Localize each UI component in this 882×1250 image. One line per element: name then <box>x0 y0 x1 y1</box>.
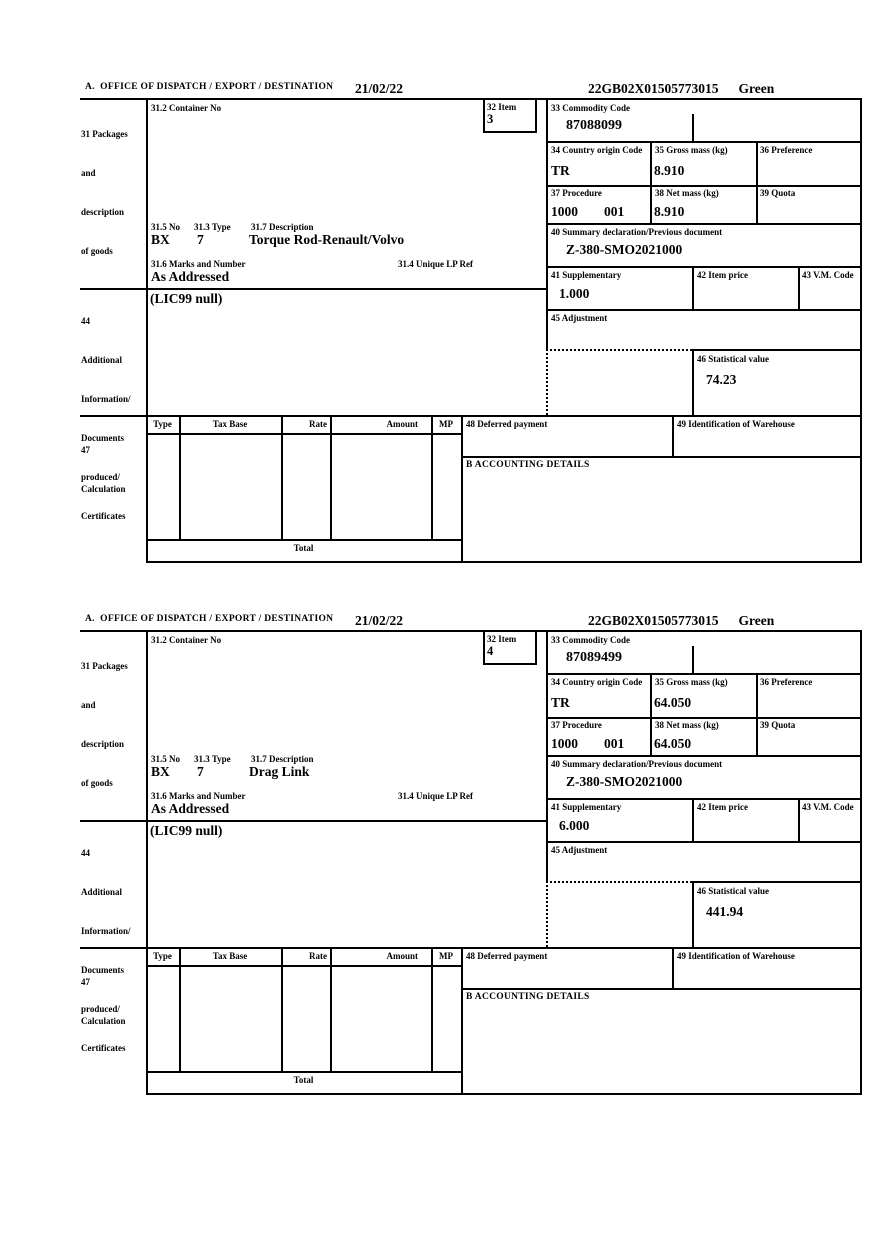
col-header-amount: Amount <box>386 419 418 429</box>
label-line: Additional <box>81 355 123 365</box>
label-column-border <box>146 630 148 1095</box>
preference-label: 36 Preference <box>760 145 813 155</box>
commodity-code-value: 87089499 <box>566 650 622 665</box>
declaration-date: 21/02/22 <box>355 81 404 96</box>
supplementary-label: 41 Supplementary <box>551 802 622 812</box>
package-no-label: 31.5 No <box>151 222 180 232</box>
warehouse-box-divider <box>672 947 674 988</box>
total-row-top-border <box>146 539 463 541</box>
label-line: 44 <box>81 316 90 326</box>
item-box-bottom-border <box>483 663 537 665</box>
calculation-label <box>81 418 126 522</box>
office-of-dispatch-label: A. OFFICE OF DISPATCH / EXPORT / DESTINATION <box>85 614 334 624</box>
label-line: of goods <box>81 778 113 788</box>
label-line: Documents <box>81 433 124 443</box>
supplementary-label: 41 Supplementary <box>551 270 622 280</box>
deferred-payment-label: 48 Deferred payment <box>466 951 548 961</box>
stat-box-top-border <box>692 349 862 351</box>
deferred-payment-label: 48 Deferred payment <box>466 419 548 429</box>
form-top-rule <box>80 630 862 632</box>
label-line: 47 <box>81 445 90 455</box>
item-box-right-border <box>535 630 537 665</box>
declaration-item-section <box>0 81 882 563</box>
commodity-code-divider <box>692 114 694 141</box>
net-mass-label: 38 Net mass (kg) <box>655 720 719 730</box>
label-line: Calculation <box>81 1016 126 1026</box>
country-origin-value: TR <box>551 163 570 178</box>
package-type-label: 31.3 Type <box>194 754 231 764</box>
column-divider <box>798 798 800 841</box>
marks-number-value: As Addressed <box>151 801 230 816</box>
package-no-value: BX <box>151 232 170 247</box>
warehouse-id-label: 49 Identification of Warehouse <box>677 951 795 961</box>
adjustment-label: 45 Adjustment <box>551 313 608 323</box>
dotted-top-border <box>546 349 692 351</box>
statistical-value-label: 46 Statistical value <box>697 886 769 896</box>
box44-top-rule <box>80 820 546 822</box>
row-divider <box>546 266 862 268</box>
stat-box-left-border <box>692 881 694 947</box>
packages-description-label <box>81 102 128 284</box>
label-line: Information/ <box>81 394 131 404</box>
summary-declaration-label: 40 Summary declaration/Previous document <box>551 759 723 769</box>
declaration-item-section <box>0 613 882 1095</box>
label-line: produced/ <box>81 472 120 482</box>
column-divider <box>692 798 694 841</box>
col-header-amount: Amount <box>386 951 418 961</box>
calculation-top-rule <box>80 415 862 417</box>
deferred-row-bottom-border <box>461 988 862 990</box>
procedure-code: 1000 <box>551 736 578 751</box>
routing-status: Green <box>738 613 775 628</box>
form-bottom-rule <box>146 561 862 563</box>
col-header-rate: Rate <box>309 419 327 429</box>
label-line: Information/ <box>81 926 131 936</box>
country-origin-value: TR <box>551 695 570 710</box>
declaration-reference <box>588 613 774 629</box>
gross-mass-value: 8.910 <box>654 163 685 178</box>
calculation-top-rule <box>80 947 862 949</box>
net-mass-value: 64.050 <box>654 736 692 751</box>
label-line: Documents <box>81 965 124 975</box>
packages-description-label <box>81 634 128 816</box>
stat-box-top-border <box>692 881 862 883</box>
quota-label: 39 Quota <box>760 720 796 730</box>
col-header-mp: MP <box>439 419 453 429</box>
item-label: 32 Item <box>487 102 517 112</box>
country-origin-label: 34 Country origin Code <box>551 145 643 155</box>
supplementary-value: 6.000 <box>559 818 590 833</box>
row-divider <box>546 141 862 143</box>
row-divider <box>546 755 862 757</box>
column-divider <box>692 266 694 309</box>
form-top-rule <box>80 98 862 100</box>
label-line: 31 Packages <box>81 129 128 139</box>
package-no-value: BX <box>151 764 170 779</box>
col-header-type: Type <box>153 419 172 429</box>
label-line: Certificates <box>81 511 126 521</box>
label-line: produced/ <box>81 1004 120 1014</box>
label-line: 31 Packages <box>81 661 128 671</box>
marks-number-label: 31.6 Marks and Number <box>151 259 246 269</box>
form-right-border <box>860 98 862 563</box>
net-mass-value: 8.910 <box>654 204 685 219</box>
package-type-label: 31.3 Type <box>194 222 231 232</box>
commodity-code-divider <box>692 646 694 673</box>
net-mass-label: 38 Net mass (kg) <box>655 188 719 198</box>
deferred-row-bottom-border <box>461 456 862 458</box>
unique-lp-ref-label: 31.4 Unique LP Ref <box>398 259 474 269</box>
label-line: Certificates <box>81 1043 126 1053</box>
goods-description-value: Drag Link <box>249 764 310 779</box>
row-divider <box>546 798 862 800</box>
procedure-value <box>551 204 624 220</box>
office-of-dispatch-label: A. OFFICE OF DISPATCH / EXPORT / DESTINATION <box>85 82 334 92</box>
gross-mass-label: 35 Gross mass (kg) <box>655 677 728 687</box>
form-right-border <box>860 630 862 1095</box>
accounting-details-label: B ACCOUNTING DETAILS <box>466 992 590 1002</box>
procedure-extension: 001 <box>604 736 625 751</box>
dotted-left-border <box>546 349 548 415</box>
procedure-extension: 001 <box>604 204 625 219</box>
col-header-rate: Rate <box>309 951 327 961</box>
item-box-right-border <box>535 98 537 133</box>
commodity-code-value: 87088099 <box>566 118 622 133</box>
vm-code-label: 43 V.M. Code <box>802 802 854 812</box>
label-line: and <box>81 168 96 178</box>
declaration-reference <box>588 81 774 97</box>
label-line: of goods <box>81 246 113 256</box>
label-line: 44 <box>81 848 90 858</box>
total-row-top-border <box>146 1071 463 1073</box>
container-no-label: 31.2 Container No <box>151 103 222 113</box>
table-header-underline <box>146 965 463 967</box>
vm-code-label: 43 V.M. Code <box>802 270 854 280</box>
total-label: Total <box>293 543 314 553</box>
additional-info-value: (LIC99 null) <box>150 823 223 838</box>
col-header-type: Type <box>153 951 172 961</box>
form-bottom-rule <box>146 1093 862 1095</box>
item-box-left-border <box>483 98 485 133</box>
label-column-border <box>146 98 148 563</box>
country-origin-label: 34 Country origin Code <box>551 677 643 687</box>
quota-label: 39 Quota <box>760 188 796 198</box>
item-box-left-border <box>483 630 485 665</box>
item-price-label: 42 Item price <box>697 802 748 812</box>
previous-document-value: Z-380-SMO2021000 <box>566 774 683 789</box>
label-line: Additional <box>81 887 123 897</box>
label-line: description <box>81 207 125 217</box>
box44-top-rule <box>80 288 546 290</box>
table-header-underline <box>146 433 463 435</box>
dotted-left-border <box>546 881 548 947</box>
statistical-value: 441.94 <box>706 904 744 919</box>
column-divider <box>798 266 800 309</box>
warehouse-id-label: 49 Identification of Warehouse <box>677 419 795 429</box>
adjustment-label: 45 Adjustment <box>551 845 608 855</box>
column-divider <box>650 673 652 755</box>
declaration-date: 21/02/22 <box>355 613 404 628</box>
row-divider <box>546 673 862 675</box>
description-label: 31.7 Description <box>251 754 314 764</box>
item-price-label: 42 Item price <box>697 270 748 280</box>
row-divider <box>546 841 862 843</box>
procedure-label: 37 Procedure <box>551 720 602 730</box>
col-header-mp: MP <box>439 951 453 961</box>
row-divider <box>546 223 862 225</box>
previous-document-value: Z-380-SMO2021000 <box>566 242 683 257</box>
gross-mass-value: 64.050 <box>654 695 692 710</box>
label-line: 47 <box>81 977 90 987</box>
supplementary-value: 1.000 <box>559 286 590 301</box>
procedure-code: 1000 <box>551 204 578 219</box>
total-label: Total <box>293 1075 314 1085</box>
routing-status: Green <box>738 81 775 96</box>
column-divider <box>756 141 758 223</box>
gross-mass-label: 35 Gross mass (kg) <box>655 145 728 155</box>
item-number-value: 3 <box>487 112 494 126</box>
movement-reference-number: 22GB02X01505773015 <box>588 81 719 96</box>
package-type-value: 7 <box>197 232 204 247</box>
statistical-value-label: 46 Statistical value <box>697 354 769 364</box>
summary-declaration-label: 40 Summary declaration/Previous document <box>551 227 723 237</box>
package-no-label: 31.5 No <box>151 754 180 764</box>
procedure-label: 37 Procedure <box>551 188 602 198</box>
preference-label: 36 Preference <box>760 677 813 687</box>
marks-number-value: As Addressed <box>151 269 230 284</box>
procedure-value <box>551 736 624 752</box>
stat-box-left-border <box>692 349 694 415</box>
item-box-bottom-border <box>483 131 537 133</box>
item-number-value: 4 <box>487 644 494 658</box>
warehouse-box-divider <box>672 415 674 456</box>
commodity-code-label: 33 Commodity Code <box>551 103 630 113</box>
package-type-value: 7 <box>197 764 204 779</box>
row-divider <box>546 309 862 311</box>
movement-reference-number: 22GB02X01505773015 <box>588 613 719 628</box>
statistical-value: 74.23 <box>706 372 737 387</box>
label-line: and <box>81 700 96 710</box>
additional-info-value: (LIC99 null) <box>150 291 223 306</box>
goods-description-value: Torque Rod-Renault/Volvo <box>249 232 405 247</box>
container-no-label: 31.2 Container No <box>151 635 222 645</box>
unique-lp-ref-label: 31.4 Unique LP Ref <box>398 791 474 801</box>
accounting-details-label: B ACCOUNTING DETAILS <box>466 460 590 470</box>
dotted-top-border <box>546 881 692 883</box>
description-label: 31.7 Description <box>251 222 314 232</box>
item-label: 32 Item <box>487 634 517 644</box>
column-divider <box>756 673 758 755</box>
col-header-tax-base: Tax Base <box>212 951 248 961</box>
calculation-label <box>81 950 126 1054</box>
marks-number-label: 31.6 Marks and Number <box>151 791 246 801</box>
label-line: Calculation <box>81 484 126 494</box>
column-divider <box>650 141 652 223</box>
col-header-tax-base: Tax Base <box>212 419 248 429</box>
commodity-code-label: 33 Commodity Code <box>551 635 630 645</box>
label-line: description <box>81 739 125 749</box>
